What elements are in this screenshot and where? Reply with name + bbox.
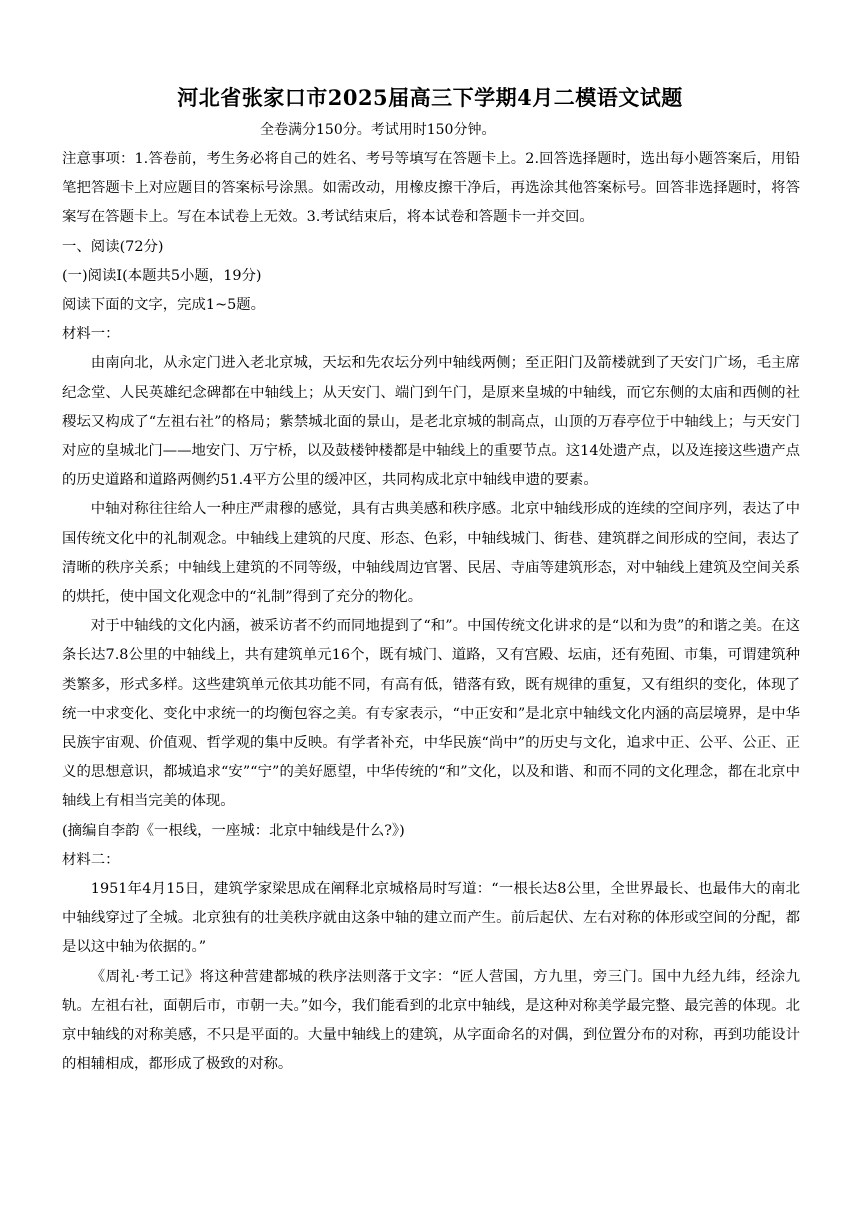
material-one-source: (摘编自李韵《一根线，一座城：北京中轴线是什么?》) bbox=[62, 822, 405, 839]
material-one-label: 材料一： bbox=[62, 326, 120, 343]
reading-instruction: 阅读下面的文字，完成1~5题。 bbox=[62, 297, 266, 314]
material-two-paragraph: 1951年4月15日，建筑学家梁思成在阐释北京城格局时写道：“一根长达8公里，全世界最长、也最伟大的南北中轴线穿过了全城。北京独有的壮美秩序就由这条中轴的建立而产生。前后起伏、左右对称的体形或空间的分配，都是以这中轴为依据的。” bbox=[62, 881, 800, 956]
material-two-label: 材料二： bbox=[62, 851, 120, 868]
section-heading: 一、阅读(72分) bbox=[62, 238, 164, 255]
material-two-paragraph: 《周礼·考工记》将这种营建都城的秩序法则落于文字：“匠人营国，方九里，旁三门。国中九经九纬，经涂九轨。左祖右社，面朝后市，市朝一夫。”如今，我们能看到的北京中轴线，是这种对称美学最完整、最完善的体现。北京中轴线的对称美感，不只是平面的。大量中轴线上的建筑，从字面命名的对偶，到位置分布的对称，再到功能设计的相辅相成，都形成了极致的对称。 bbox=[62, 968, 800, 1073]
page-title: 河北省张家口市2025届高三下学期4月二模语文试题 bbox=[177, 85, 683, 110]
material-one-paragraph: 中轴对称往往给人一种庄严肃穆的感觉，具有古典美感和秩序感。北京中轴线形成的连续的空间序列，表达了中国传统文化中的礼制观念。中轴线上建筑的尺度、形态、色彩，中轴线城门、街巷、建筑群之间形成的空间，表达了清晰的秩序关系；中轴线上建筑的不同等级，中轴线周边官署、民居、寺庙等建筑形态，对中轴线上建筑及空间关系的烘托，使中国文化观念中的“礼制”得到了充分的物化。 bbox=[62, 501, 800, 606]
material-one-paragraph: 由南向北，从永定门进入老北京城，天坛和先农坛分列中轴线两侧；至正阳门及箭楼就到了天安门广场，毛主席纪念堂、人民英雄纪念碑都在中轴线上；从天安门、端门到午门，是原来皇城的中轴线，而它东侧的太庙和西侧的社稷坛又构成了“左祖右社”的格局；紫禁城北面的景山，是老北京城的制高点，山顶的万春亭位于中轴线上；与天安门对应的皇城北门——地安门、万宁桥，以及鼓楼钟楼都是中轴线上的重要节点。这14处遗产点，以及连接这些遗产点的历史道路和道路两侧约51.4平方公里的缓冲区，共同构成北京中轴线申遗的要素。 bbox=[62, 355, 800, 489]
notice-paragraph: 注意事项：1.答卷前，考生务必将自己的姓名、考号等填写在答题卡上。2.回答选择题时，选出每小题答案后，用铅笔把答题卡上对应题目的答案标号涂黑。如需改动，用橡皮擦干净后，再选涂其他答案标号。回答非选择题时，将答案写在答题卡上。写在本试卷上无效。3.考试结束后，将本试卷和答题卡一并交回。 bbox=[62, 151, 800, 226]
exam-duration-note: 全卷满分150分。考试用时150分钟。 bbox=[260, 122, 496, 138]
subsection-heading: (一)阅读I(本题共5小题，19分) bbox=[62, 267, 262, 284]
exam-content bbox=[62, 145, 800, 1080]
material-one-paragraph: 对于中轴线的文化内涵，被采访者不约而同地提到了“和”。中国传统文化讲求的是“以和为贵”的和谐之美。在这条长达7.8公里的中轴线上，共有建筑单元16个，既有城门、道路，又有宫殿、坛庙，还有苑囿、市集，可谓建筑种类繁多，形式多样。这些建筑单元依其功能不同，有高有低，错落有致，既有规律的重复，又有组织的变化，体现了统一中求变化、变化中求统一的均衡包容之美。有专家表示，“中正安和”是北京中轴线文化内涵的高层境界，是中华民族宇宙观、价值观、哲学观的集中反映。有学者补充，中华民族“尚中”的历史与文化，追求中正、公平、公正、正义的思想意识，都城追求“安”“宁”的美好愿望，中华传统的“和”文化，以及和谐、和而不同的文化理念，都在北京中轴线上有相当完美的体现。 bbox=[62, 618, 800, 810]
